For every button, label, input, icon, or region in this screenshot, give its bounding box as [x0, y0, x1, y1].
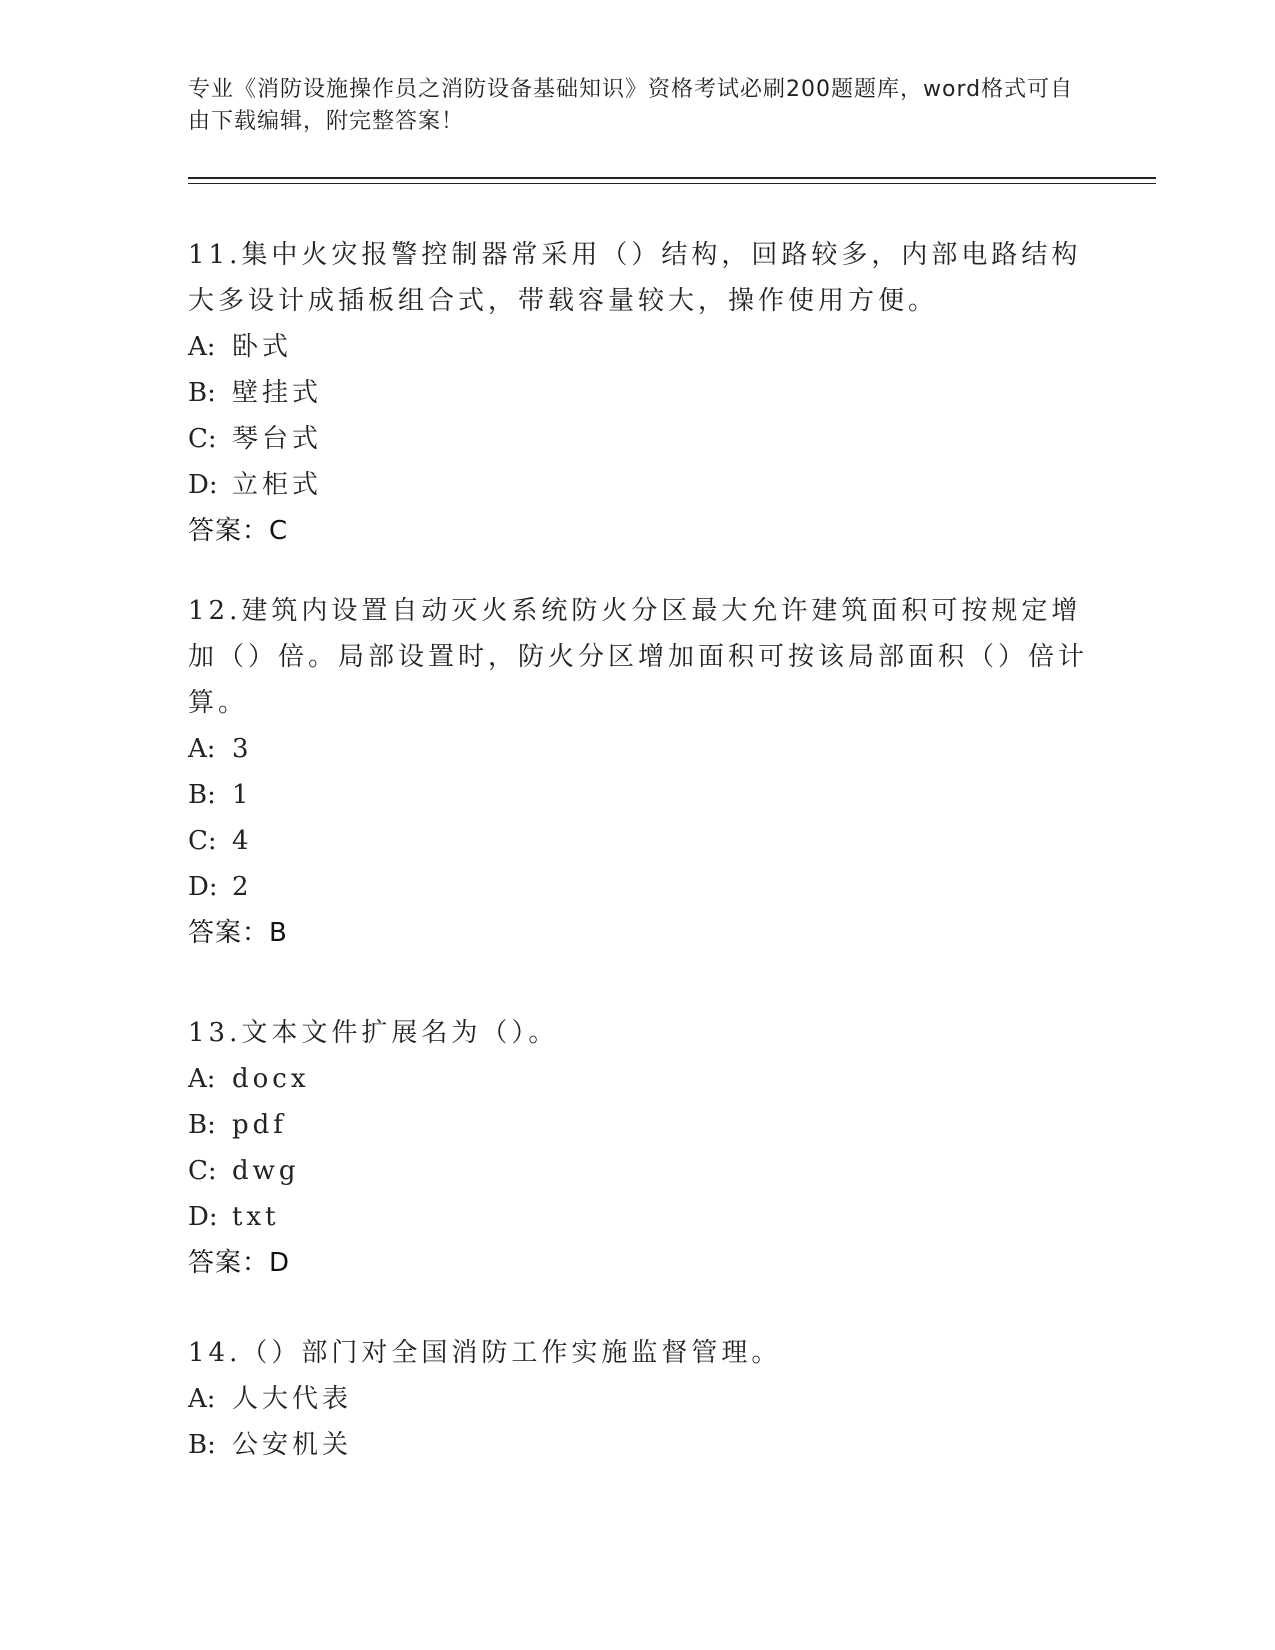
- option-d: [188, 1194, 1088, 1240]
- question-13: [188, 1010, 1088, 1286]
- option-text: 卧式: [232, 332, 293, 362]
- option-text: 立柜式: [232, 470, 323, 500]
- option-label: D:: [188, 872, 218, 902]
- option-d: [188, 462, 1088, 508]
- option-label: B:: [188, 780, 216, 810]
- option-text: 人大代表: [232, 1384, 353, 1414]
- option-b: [188, 370, 1088, 416]
- option-label: B:: [188, 1110, 216, 1140]
- question-12: [188, 588, 1088, 956]
- option-text: 2: [232, 872, 253, 902]
- question-14: [188, 1330, 1088, 1468]
- header-divider-thin: [188, 183, 1156, 184]
- option-text: 3: [232, 734, 253, 764]
- option-b: [188, 1102, 1088, 1148]
- question-11: [188, 232, 1088, 554]
- option-text: pdf: [232, 1110, 287, 1140]
- option-label: B:: [188, 1430, 216, 1460]
- option-a: [188, 1376, 1088, 1422]
- option-text: txt: [232, 1202, 280, 1232]
- answer: 答案：C: [188, 516, 289, 546]
- option-label: A:: [188, 734, 216, 764]
- option-label: C:: [188, 424, 217, 454]
- option-label: D:: [188, 1202, 218, 1232]
- option-a: [188, 726, 1088, 772]
- option-b: [188, 1422, 1088, 1468]
- option-text: 琴台式: [232, 424, 323, 454]
- option-c: [188, 416, 1088, 462]
- answer: 答案：D: [188, 1248, 291, 1278]
- option-label: A:: [188, 332, 216, 362]
- option-d: [188, 864, 1088, 910]
- option-text: docx: [232, 1064, 310, 1094]
- option-b: [188, 772, 1088, 818]
- option-text: 1: [232, 780, 253, 810]
- option-label: A:: [188, 1384, 216, 1414]
- option-text: dwg: [232, 1156, 300, 1186]
- option-a: [188, 324, 1088, 370]
- question-stem: 12.建筑内设置自动灭火系统防火分区最大允许建筑面积可按规定增加（）倍。局部设置时，防火分区增加面积可按该局部面积（）倍计算。: [188, 596, 1089, 718]
- option-label: B:: [188, 378, 216, 408]
- option-text: 壁挂式: [232, 378, 323, 408]
- option-c: [188, 1148, 1088, 1194]
- option-label: C:: [188, 1156, 217, 1186]
- question-stem: 14.（）部门对全国消防工作实施监督管理。: [188, 1338, 782, 1368]
- document-header: 专业《消防设施操作员之消防设备基础知识》资格考试必刷200题题库，word格式可自由下载编辑，附完整答案！: [188, 77, 1074, 134]
- question-stem: 13.文本文件扩展名为（）。: [188, 1018, 559, 1048]
- answer: 答案：B: [188, 918, 288, 948]
- option-text: 4: [232, 826, 253, 856]
- option-label: D:: [188, 470, 218, 500]
- option-label: C:: [188, 826, 217, 856]
- option-a: [188, 1056, 1088, 1102]
- option-c: [188, 818, 1088, 864]
- option-text: 公安机关: [232, 1430, 353, 1460]
- header-divider-thick: [188, 177, 1156, 179]
- question-stem: 11.集中火灾报警控制器常采用（）结构，回路较多，内部电路结构大多设计成插板组合式，带载容量较大，操作使用方便。: [188, 240, 1082, 316]
- option-label: A:: [188, 1064, 216, 1094]
